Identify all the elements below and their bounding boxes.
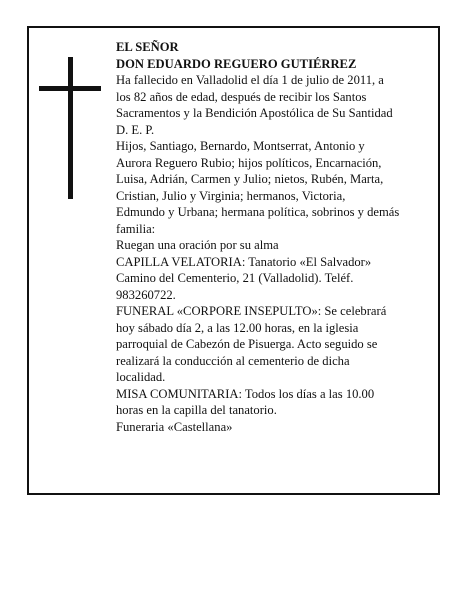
funeral-line: hoy sábado día 2, a las 12.00 horas, en la iglesia: [116, 320, 359, 335]
wake-chapel-line: CAPILLA VELATORIA: Tanatorio «El Salvador»: [116, 254, 372, 269]
deceased-name: DON EDUARDO REGUERO GUTIÉRREZ: [116, 56, 357, 71]
family-line: Luisa, Adrián, Carmen y Julio; nietos, Rubén, Marta,: [116, 172, 384, 186]
wake-chapel-line: Camino del Cementerio, 21 (Valladolid). Teléf.: [116, 271, 354, 285]
notice-text: [116, 39, 438, 435]
death-announcement-line: Sacramentos y la Bendición Apostólica de Su Santidad: [116, 106, 393, 120]
community-mass-line: MISA COMUNITARIA: Todos los días a las 10.00: [116, 386, 375, 401]
family-line: familia:: [116, 221, 156, 236]
funeral-line: localidad.: [116, 370, 166, 384]
funeral-line: FUNERAL «CORPORE INSEPULTO»: Se celebrará: [116, 304, 387, 318]
rest-in-peace-line: D. E. P.: [116, 122, 155, 137]
obituary-notice: [27, 26, 440, 495]
funeral-line: realizará la conducción al cementerio de dicha: [116, 353, 350, 368]
family-line: Edmundo y Urbana; hermana política, sobrinos y demás: [116, 205, 400, 219]
family-line: Aurora Reguero Rubio; hijos políticos, Encarnación,: [116, 155, 382, 170]
funeral-line: parroquial de Cabezón de Pisuerga. Acto seguido se: [116, 337, 378, 351]
wake-chapel-phone: 983260722.: [116, 287, 176, 302]
cross-horizontal-bar: [39, 86, 101, 91]
funeral-home-line: Funeraria «Castellana»: [116, 419, 233, 434]
family-line: Hijos, Santiago, Bernardo, Montserrat, Antonio y: [116, 139, 365, 153]
death-announcement-line: Ha fallecido en Valladolid el día 1 de julio de 2011, a: [116, 73, 384, 87]
prayer-request-line: Ruegan una oración por su alma: [116, 238, 279, 252]
deceased-title: EL SEÑOR: [116, 40, 179, 54]
family-line: Cristian, Julio y Virginia; hermanos, Victoria,: [116, 188, 346, 203]
cross-vertical-bar: [68, 57, 73, 199]
death-announcement-line: los 82 años de edad, después de recibir los Santos: [116, 89, 367, 104]
community-mass-line: horas en la capilla del tanatorio.: [116, 403, 277, 417]
